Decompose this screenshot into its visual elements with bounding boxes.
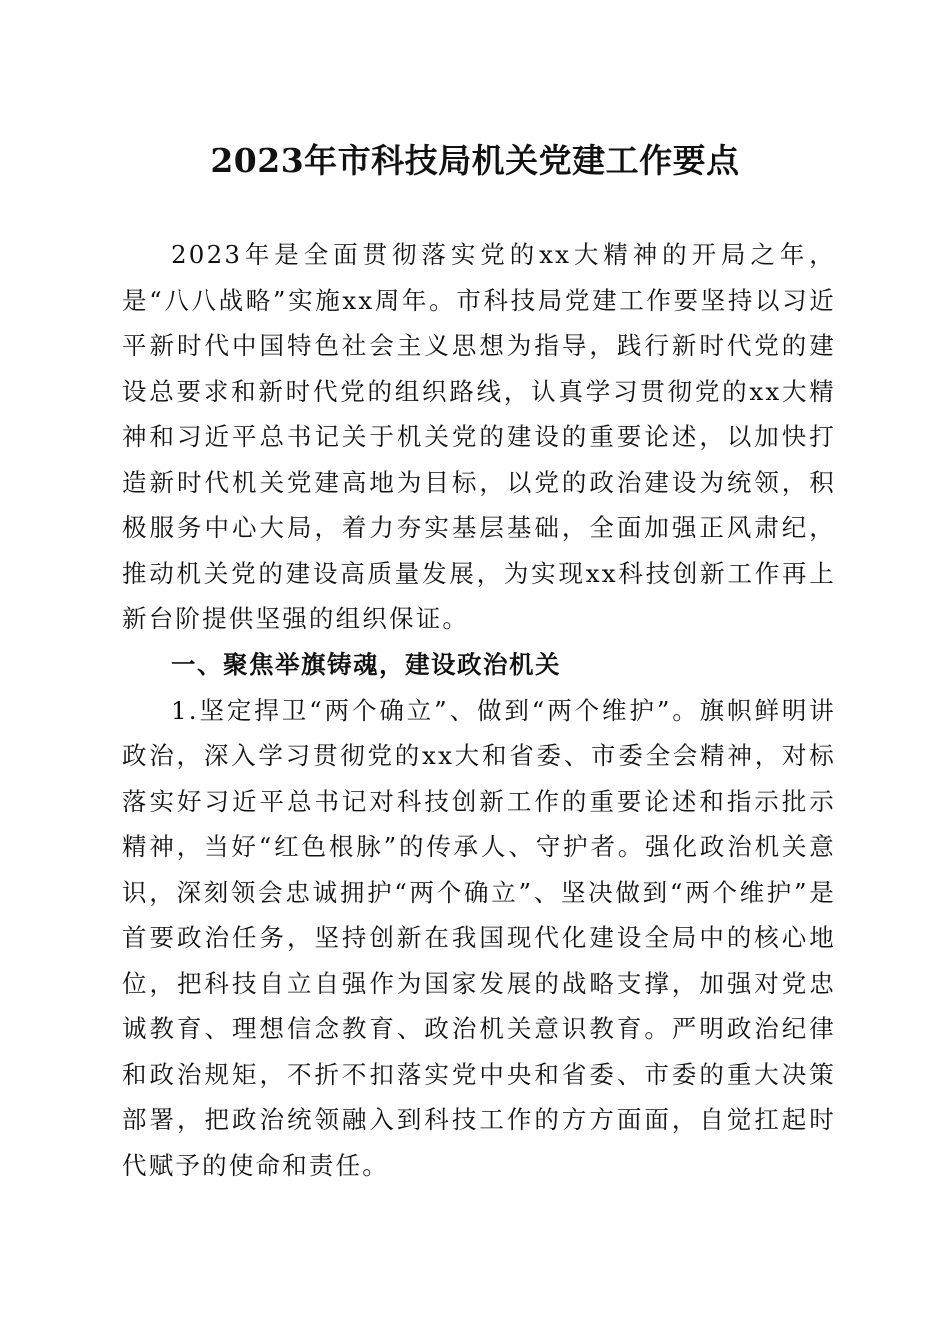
document-title: 2023年市科技局机关党建工作要点 — [210, 141, 740, 180]
document-body — [122, 232, 836, 1188]
section-item-paragraph: 1.坚定捍卫“两个确立”、做到“两个维护”。旗帜鲜明讲政治，深入学习贯彻党的xx大和省委、市委全会精神，对标落实好习近平总书记对科技创新工作的重要论述和指示批示精神，当好“红色根脉”的传承人、守护者。强化政治机关意识，深刻领会忠诚拥护“两个确立”、坚决做到“两个维护”是首要政治任务，坚持创新在我国现代化建设全局中的核心地位，把科技自立自强作为国家发展的战略支撑，加强对党忠诚教育、理想信念教育、政治机关意识教育。严明政治纪律和政治规矩，不折不扣落实党中央和省委、市委的重大决策部署，把政治统领融入到科技工作的方方面面，自觉扛起时代赋予的使命和责任。 — [122, 695, 836, 1180]
intro-paragraph: 2023年是全面贯彻落实党的xx大精神的开局之年，是“八八战略”实施xx周年。市科技局党建工作要坚持以习近平新时代中国特色社会主义思想为指导，践行新时代党的建设总要求和新时代党的组织路线，认真学习贯彻党的xx大精神和习近平总书记关于机关党的建设的重要论述，以加快打造新时代机关党建高地为目标，以党的政治建设为统领，积极服务中心大局，着力夯实基层基础，全面加强正风肃纪，推动机关党的建设高质量发展，为实现xx科技创新工作再上新台阶提供坚强的组织保证。 — [122, 240, 836, 633]
section-heading: 一、聚焦举旗铸魂，建设政治机关 — [171, 649, 561, 679]
